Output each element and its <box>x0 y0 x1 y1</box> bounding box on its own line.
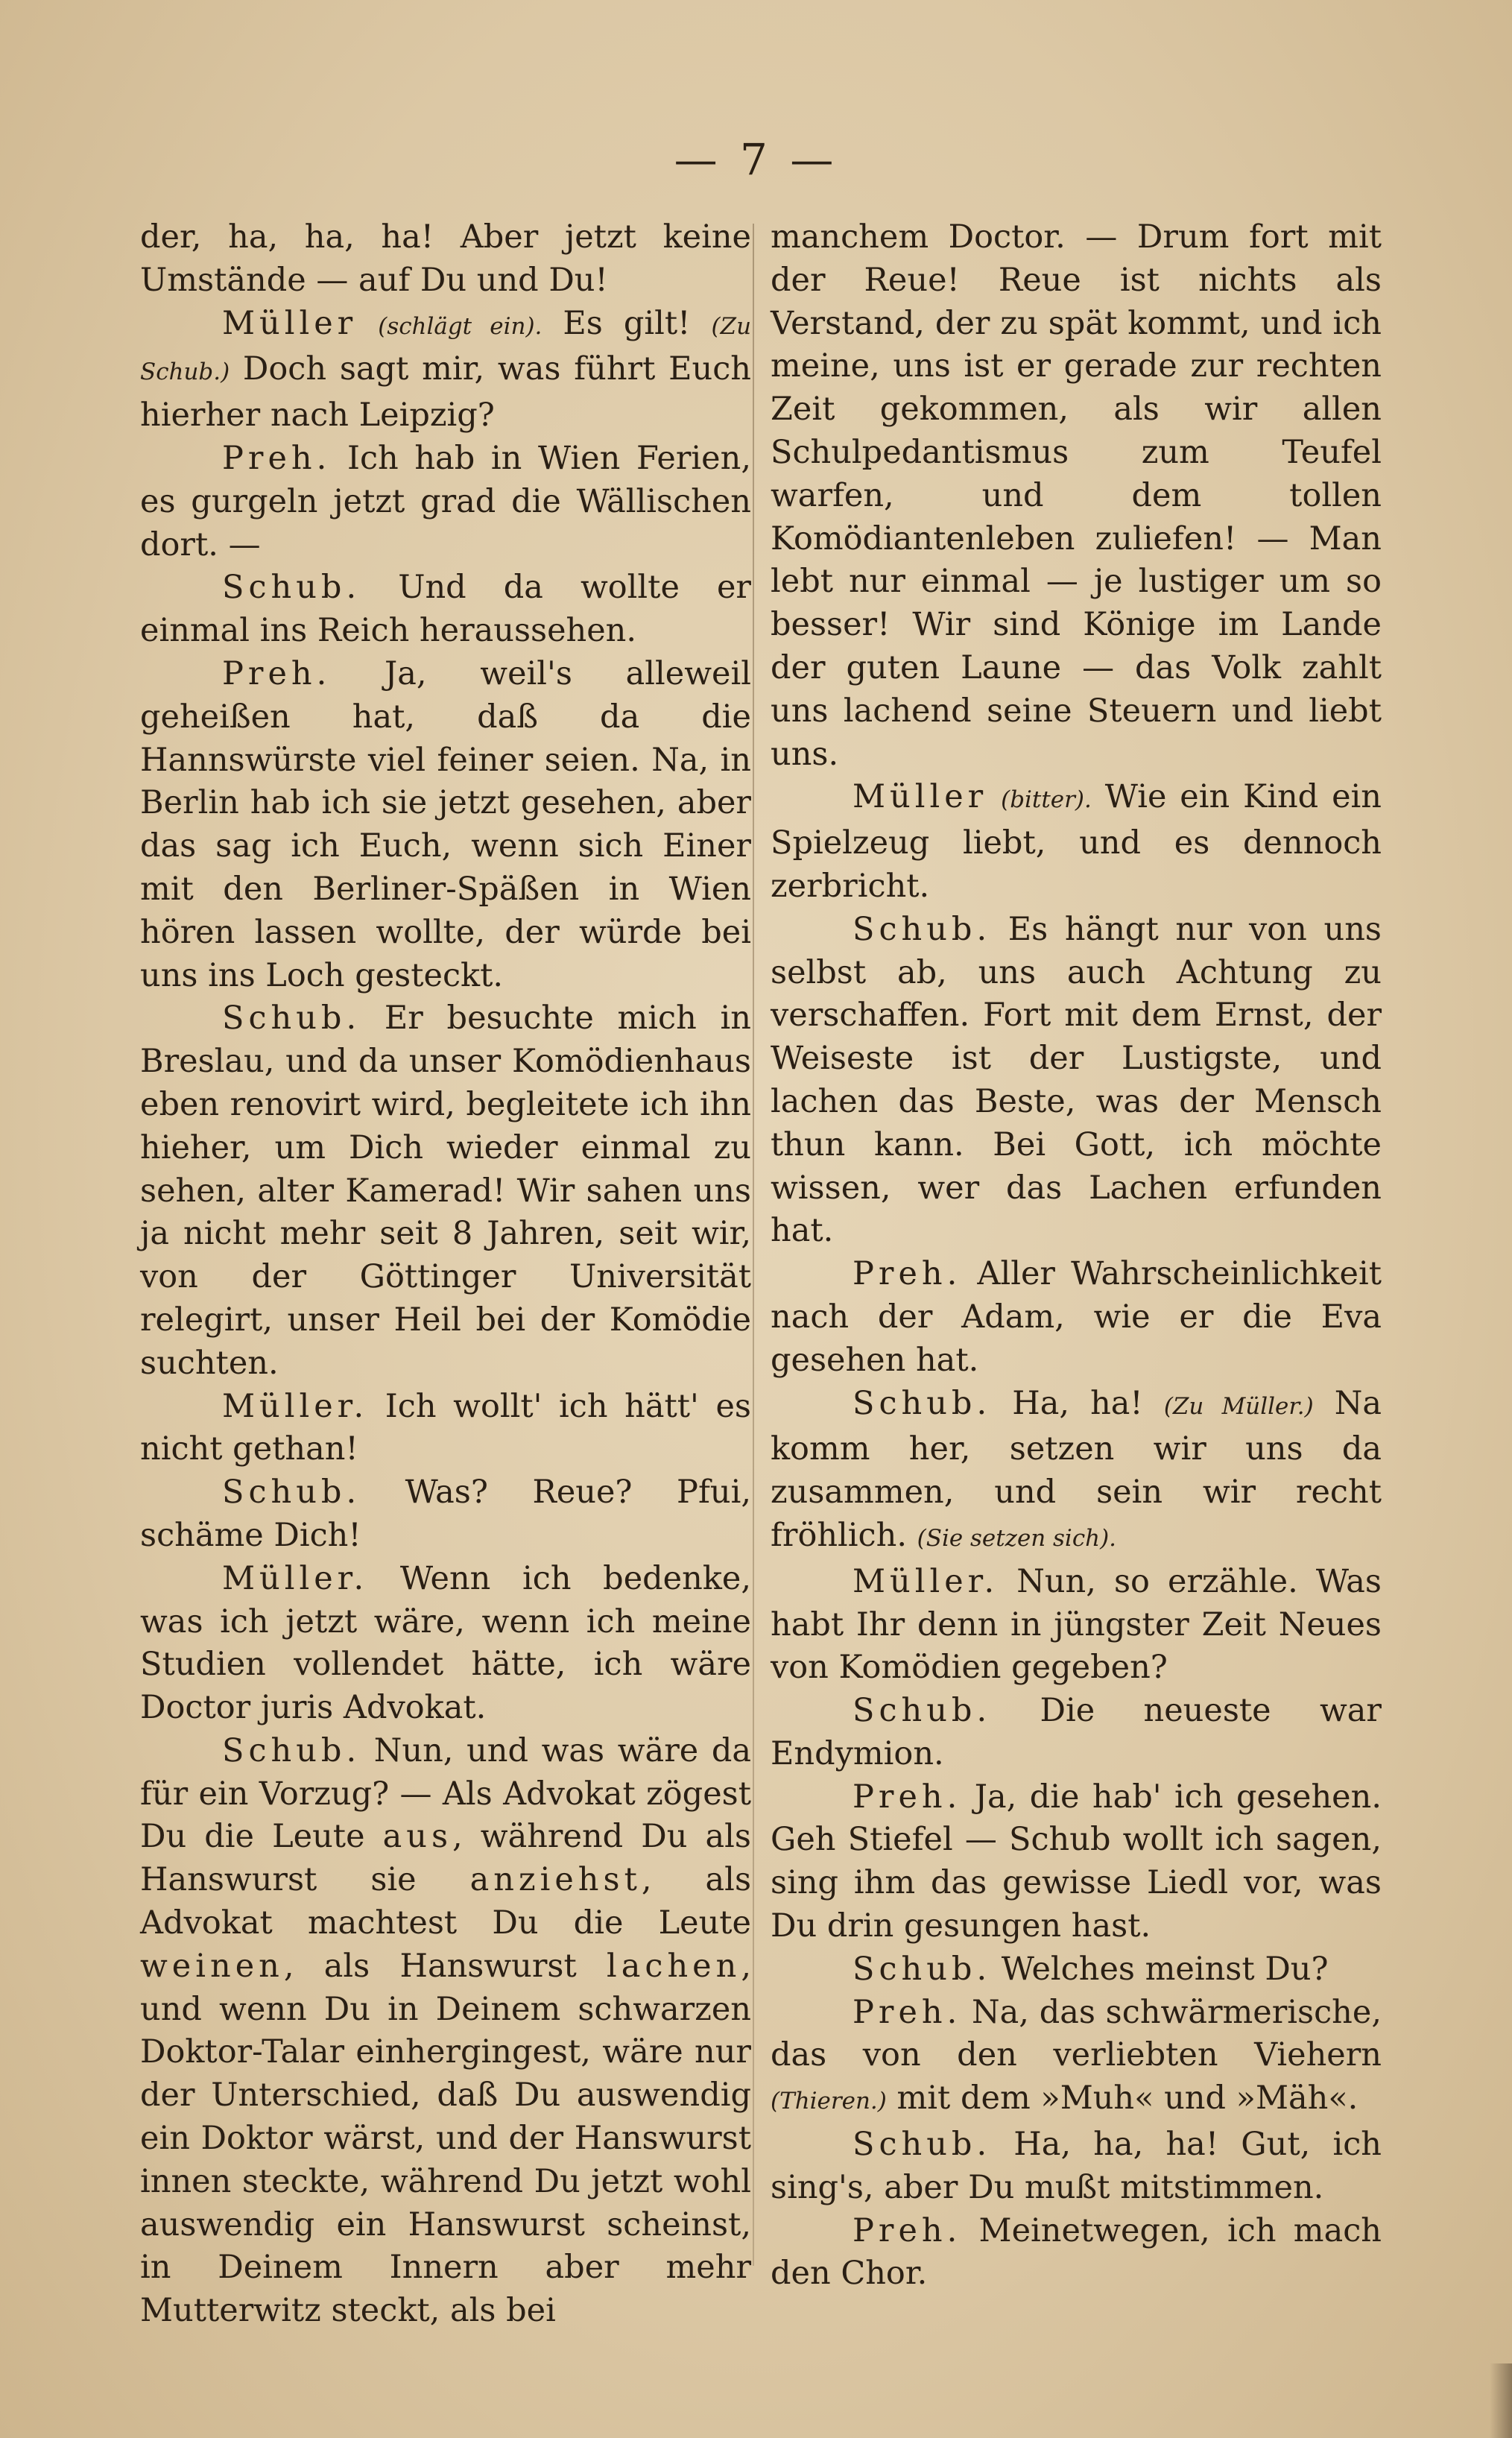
dialogue-text: Was? Reue? Pfui, schäme Dich! <box>140 1474 751 1554</box>
page-number: — 7 — <box>674 134 838 185</box>
dialogue-text: , und wenn Du in Deinem schwarzen Doktor-Talar einhergingest, wäre nur der Unterschied, daß Du auswendig ein Doktor wärst, und der Hanswurst innen steckte, während Du jetzt wohl auswendig ein Hanswurst scheinst, in Deinem Innern aber mehr Mutterwitz steckt, als bei <box>140 1947 751 2330</box>
emphasis: lachen <box>607 1947 741 1985</box>
speaker-name: Schub. <box>222 1474 361 1512</box>
stage-direction: (bitter). <box>1001 786 1092 814</box>
dialogue-text: , als Advokat machtest Du die Leute <box>140 1861 752 1942</box>
column-divider <box>753 224 754 2266</box>
paragraph <box>140 566 751 653</box>
paragraph <box>140 303 751 438</box>
dialogue-text: Na komm her, setzen wir uns da zusammen, und sein wir recht fröhlich. <box>771 1384 1382 1554</box>
dialogue-text: Wenn ich bedenke, was ich jetzt wäre, wenn ich meine Studien vollendet hätte, ich wäre Doctor juris Advokat. <box>140 1559 751 1727</box>
dialogue-text: , während Du als Hanswurst sie <box>140 1818 751 1899</box>
paragraph-text: der, ha, ha, ha! Aber jetzt keine Umstände — auf Du und Du! <box>140 218 751 299</box>
stage-direction: (Sie setzen sich). <box>917 1524 1117 1552</box>
paragraph <box>771 1690 1382 1776</box>
speaker-name: Schub. <box>853 2126 992 2164</box>
speaker-name: Müller <box>222 304 358 342</box>
paragraph <box>771 1383 1382 1561</box>
paragraph <box>771 776 1382 908</box>
paragraph <box>771 1776 1382 1948</box>
right-column <box>771 216 1382 2296</box>
paragraph <box>140 653 751 997</box>
dialogue-text: Nun, und was wäre da für ein Vorzug? — Als Advokat zögest Du die Leute <box>140 1731 751 1856</box>
dialogue-text: Ich wollt' ich hätt' es nicht gethan! <box>140 1387 751 1468</box>
dialogue-text: Ja, weil's alleweil geheißen hat, daß da die Hannswürste viel feiner seien. Na, in Berlin hab ich sie jetzt gesehen, aber das sag ich Euch, wenn sich Einer mit den Berliner-Späßen in Wien hören lassen wollte, der würde bei uns ins Loch gesteckt. <box>140 654 751 994</box>
stage-direction: (schlägt ein). <box>378 312 543 340</box>
dialogue-text: Ja, die hab' ich gesehen. Geh Stiefel — Schub wollt ich sagen, sing ihm das gewisse Liedl vor, was Du drin gesungen hast. <box>771 1778 1382 1945</box>
paragraph <box>140 1386 751 1472</box>
speaker-name: Preh. <box>853 1778 962 1816</box>
speaker-name: Schub. <box>222 569 361 607</box>
dialogue-text: Ich hab in Wien Ferien, es gurgeln jetzt grad die Wällischen dort. — <box>140 439 751 563</box>
speaker-name: Müller. <box>222 1559 369 1597</box>
speaker-name: Preh. <box>853 2211 962 2249</box>
paragraph <box>140 438 751 566</box>
paragraph <box>140 1471 751 1558</box>
dialogue-text: Die neueste war Endymion. <box>771 1692 1382 1772</box>
speaker-name: Schub. <box>853 1950 992 1988</box>
dialogue-text: Nun, so erzähle. Was habt Ihr denn in jüngster Zeit Neues von Komödien gegeben? <box>771 1562 1382 1687</box>
dialogue-text: Meinetwegen, ich mach den Chor. <box>771 2211 1382 2293</box>
speaker-name: Preh. <box>222 654 332 692</box>
paragraph <box>140 1558 751 1730</box>
dialogue-text: Ha, ha, ha! Gut, ich sing's, aber Du mußt mitstimmen. <box>771 2126 1382 2206</box>
paragraph <box>771 1948 1382 1992</box>
dialogue-text: Doch sagt mir, was führt Euch hierher nach Leipzig? <box>140 350 751 435</box>
speaker-name: Schub. <box>222 1731 361 1769</box>
paragraph <box>771 909 1382 1253</box>
speaker-name: Müller. <box>853 1562 999 1600</box>
dialogue-text: Es gilt! <box>542 304 712 342</box>
paragraph <box>771 2210 1382 2296</box>
emphasis: weinen <box>140 1947 284 1985</box>
paragraph <box>140 997 751 1385</box>
paragraph <box>771 1561 1382 1690</box>
speaker-name: Müller <box>853 778 988 816</box>
dialogue-text: Es hängt nur von uns selbst ab, uns auch Achtung zu verschaffen. Fort mit dem Ernst, der Weiseste ist der Lustigste, und lachen das Beste, was der Mensch thun kann. Bei Gott, ich möchte wissen, wer das Lachen erfunden hat. <box>771 910 1382 1250</box>
stage-direction: (Zu Müller.) <box>1163 1392 1314 1420</box>
page-edge-shadow <box>1490 2363 1512 2438</box>
paragraph-text: manchem Doctor. — Drum fort mit der Reue! Reue ist nichts als Verstand, der zu spät kommt, und ich meine, uns ist er gerade zur rechten Zeit gekommen, als wir allen Schulpedantismus zum Teufel warfen, und dem tollen Komödiantenleben zuliefen! — Man lebt nur einmal — je lustiger um so besser! Wir sind Könige im Lande der guten Laune — das Volk zahlt uns lachend seine Steuern und liebt uns. <box>771 218 1382 773</box>
speaker-name: Müller. <box>222 1387 369 1425</box>
speaker-name: Preh. <box>853 1993 962 2031</box>
speaker-name: Schub. <box>853 910 992 948</box>
speaker-name: Schub. <box>853 1384 992 1422</box>
left-column <box>140 216 751 2333</box>
speaker-name: Schub. <box>853 1692 992 1730</box>
paragraph <box>771 2123 1382 2210</box>
dialogue-text: mit dem »Muh« und »Mäh«. <box>886 2079 1358 2118</box>
paragraph <box>771 216 1382 776</box>
paragraph <box>771 1253 1382 1382</box>
dialogue-text: Ha, ha! <box>991 1384 1164 1422</box>
emphasis: aus <box>382 1818 453 1856</box>
dialogue-text: Welches meinst Du? <box>991 1950 1329 1988</box>
dialogue-text: Und da wollte er einmal ins Reich heraussehen. <box>140 569 751 650</box>
dialogue-text: Er besuchte mich in Breslau, und da unser Komödienhaus eben renovirt wird, begleitete ich ihn hieher, um Dich wieder einmal zu sehen, alter Kamerad! Wir sahen uns ja nicht mehr seit 8 Jahren, seit wir, von der Göttinger Universität relegirt, unser Heil bei der Komödie suchten. <box>140 999 751 1382</box>
speaker-name: Preh. <box>222 439 332 477</box>
dialogue-text: Wie ein Kind ein Spielzeug liebt, und es dennoch zerbricht. <box>771 778 1382 905</box>
dialogue-text: Aller Wahrscheinlichkeit nach der Adam, wie er die Eva gesehen hat. <box>771 1255 1382 1379</box>
stage-direction: (Zu Schub.) <box>140 312 752 386</box>
speaker-name: Preh. <box>853 1255 962 1293</box>
paragraph <box>140 216 751 303</box>
paragraph <box>771 1992 1382 2123</box>
emphasis: anziehst <box>469 1861 642 1899</box>
paragraph <box>140 1730 751 2333</box>
dialogue-text: Na, das schwärmerische, das von den verliebten Viehern <box>771 1993 1382 2074</box>
speaker-name: Schub. <box>222 999 361 1038</box>
dialogue-text: , als Hanswurst <box>283 1947 607 1985</box>
stage-direction: (Thieren.) <box>771 2088 887 2115</box>
